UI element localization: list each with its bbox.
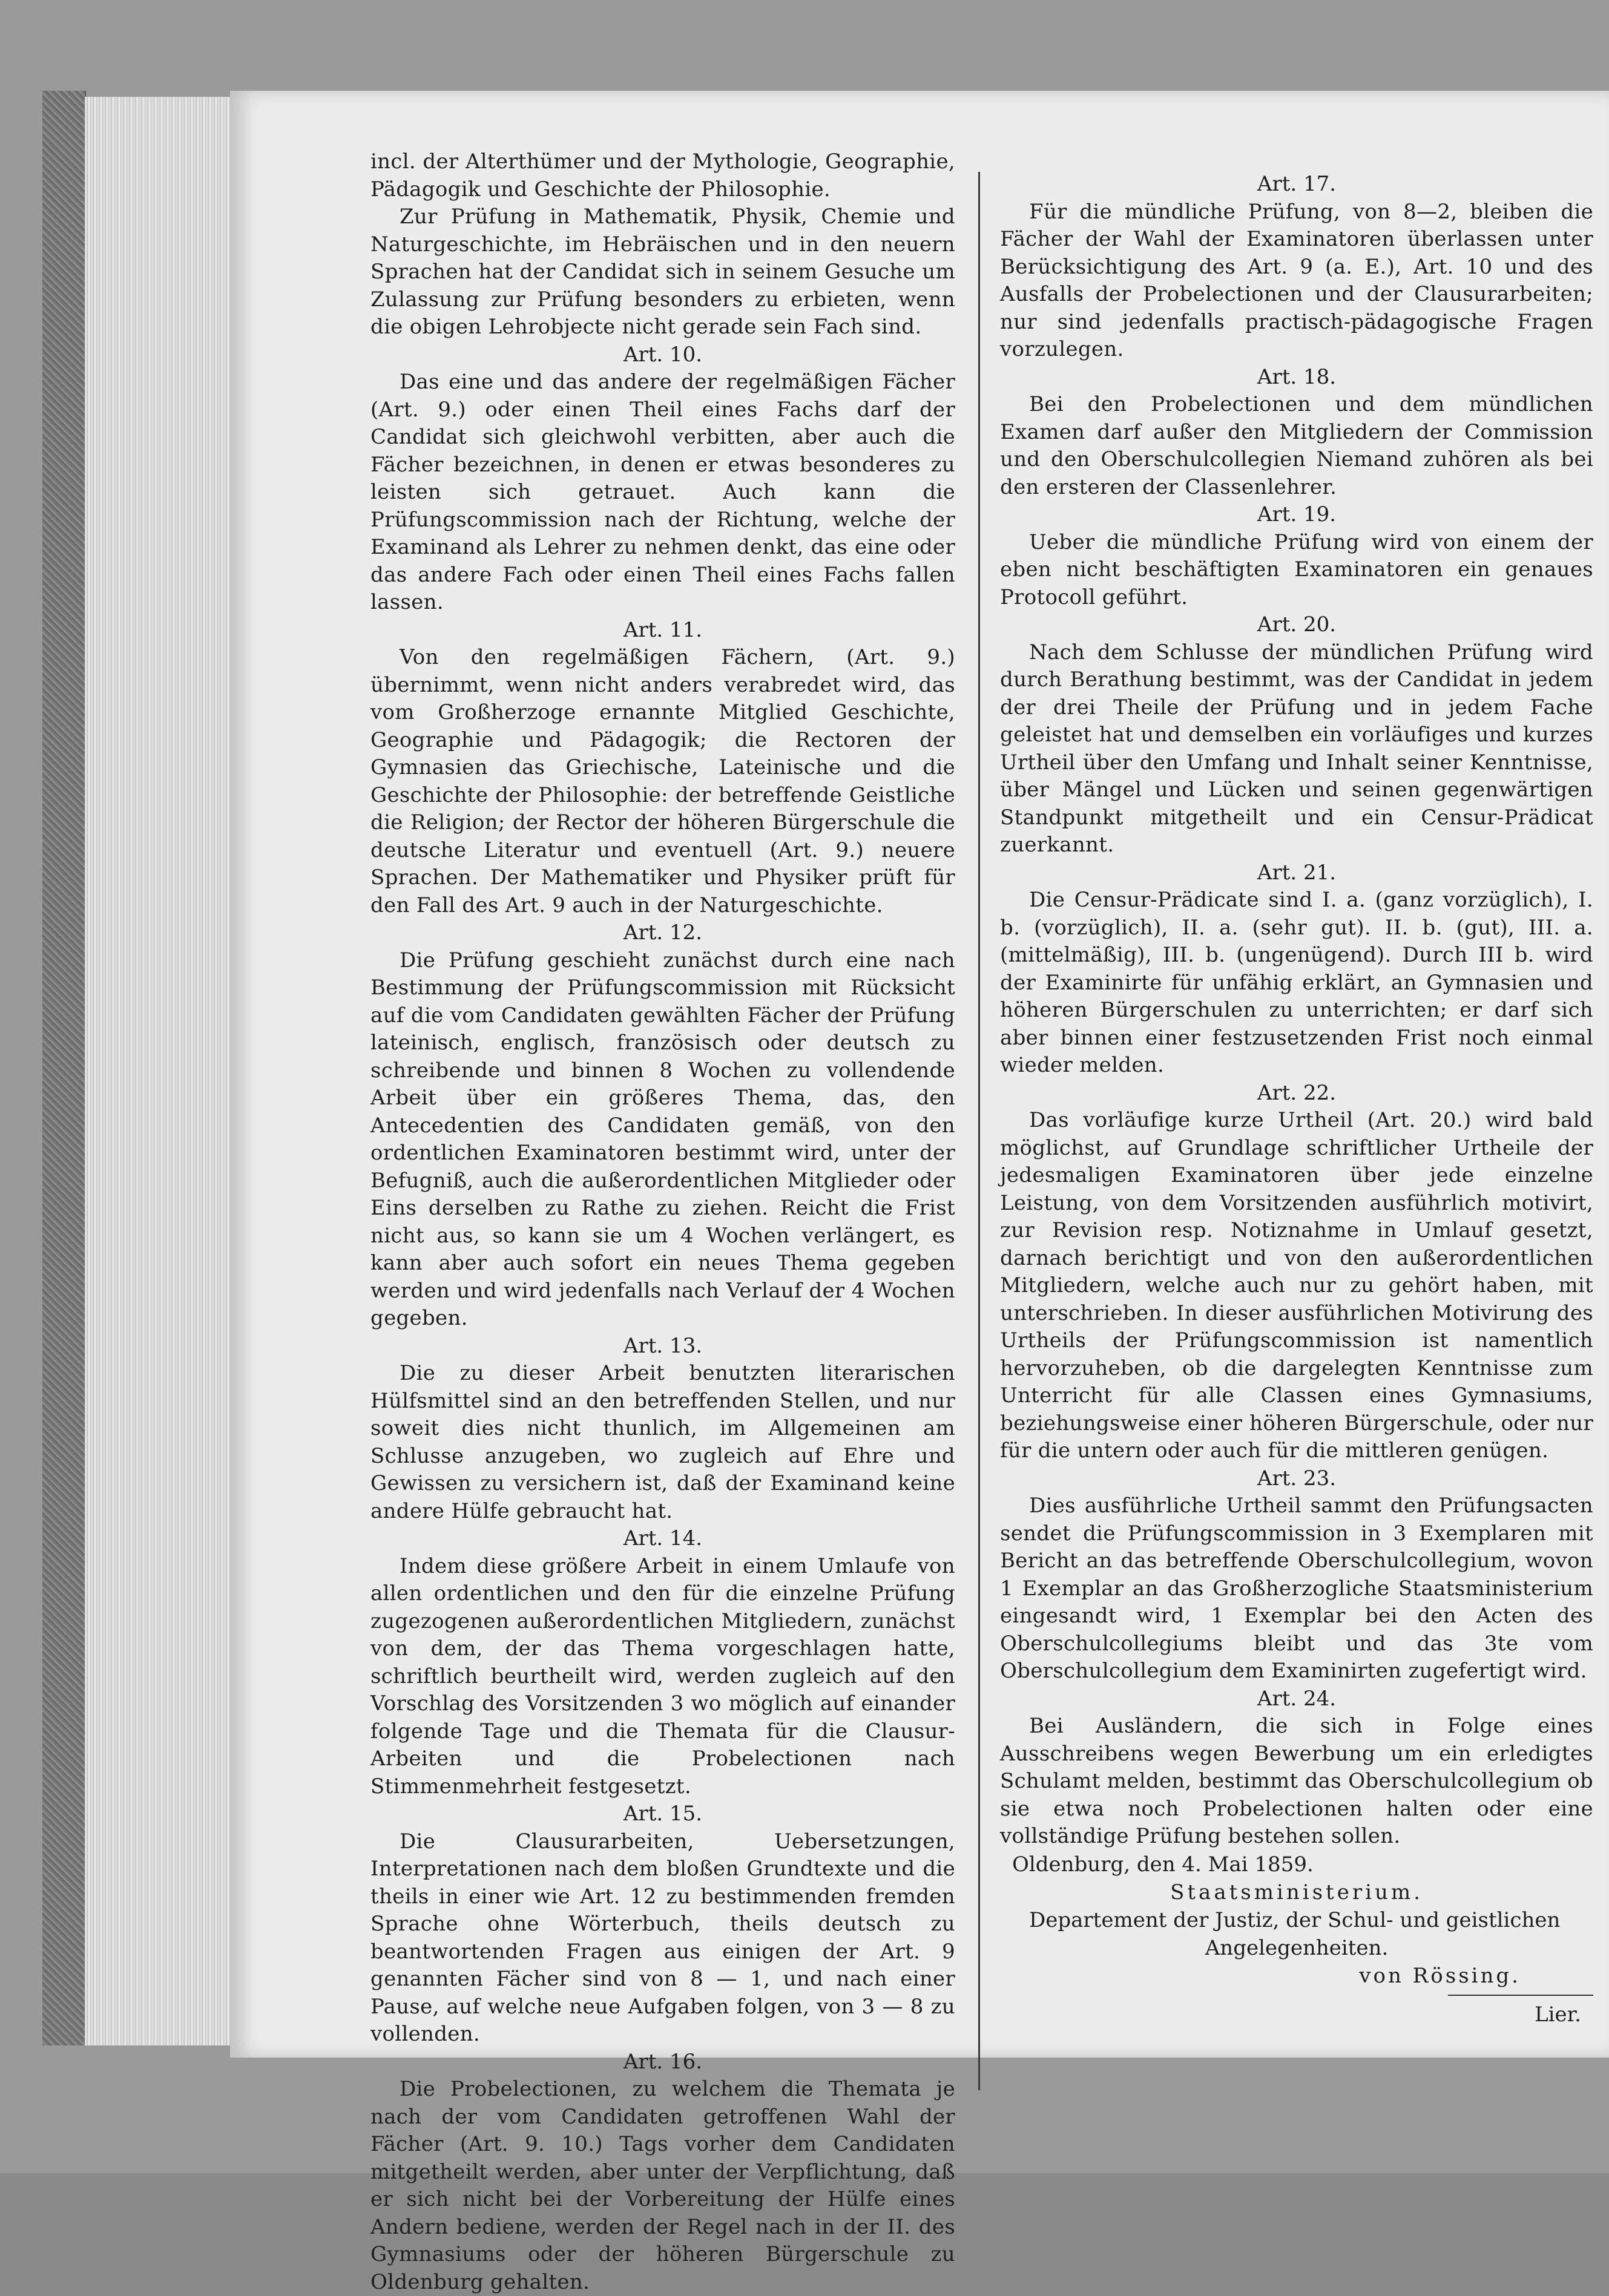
article-heading: Art. 18. [1257, 364, 1337, 389]
paragraph: Von den regelmäßigen Fächern, (Art. 9.) übernimmt, wenn nicht anders verabredet wird, das vom Großherzoge ernannte Mitglied Geschichte, Geographie und Pädagogik; die Rectoren der Gymnasien das Griechische, Lateinische und die Geschichte der Philosophie: der betreffende Geistliche die Religion; der Rector der höheren Bürgerschule die deutsche Literatur und eventuell (Art. 9.) neuere Sprachen. Der Mathematiker und Physiker prüft für den Fall des Art. 9 auch in der Naturgeschichte. [370, 645, 955, 917]
article-heading: Art. 16. [623, 2049, 703, 2074]
paragraph: Zur Prüfung in Mathematik, Physik, Chemie und Naturgeschichte, im Hebräischen und in den neuern Sprachen hat der Candidat sich in seinem Gesuche um Zulassung zur Prüfung besonders zu erbieten, wenn die obigen Lehrobjecte nicht gerade sein Fach sind. [370, 205, 955, 339]
place-date: Oldenburg, den 4. Mai 1859. [1012, 1852, 1314, 1877]
right-column-body [1000, 171, 1593, 1851]
paragraph: Indem diese größere Arbeit in einem Umlaufe von allen ordentlichen und den für die einzelne Prüfung zugezogenen außerordentlichen Mitgliedern, zunächst von dem, der das Thema vorgeschlagen hatte, schriftlich beurtheilt wird, werden zugleich auf den Vorschlag des Vorsitzenden 3 wo möglich auf einander folgende Tage und die Themata für die Clausur-Arbeiten und die Probelectionen nach Stimmenmehrheit festgesetzt. [370, 1553, 955, 1799]
paragraph: Nach dem Schlusse der mündlichen Prüfung wird durch Berathung bestimmt, was der Candidat in jedem der drei Theile der Prüfung und in jedem Fache geleistet hat und demselben ein vorläufiges und kurzes Urtheil über den Umfang und Inhalt seiner Kenntnisse, über Mängel und Lücken und seinen gegenwärtigen Standpunkt mitgetheilt und ein Censur-Prädicat zuerkannt. [1000, 640, 1593, 857]
article-heading: Art. 10. [623, 342, 703, 367]
article-heading: Art. 21. [1257, 860, 1337, 885]
article-heading: Art. 24. [1257, 1686, 1337, 1711]
article-heading: Art. 20. [1257, 612, 1337, 637]
column-divider [978, 172, 980, 2090]
signature-rule [1448, 1995, 1593, 1996]
article-heading: Art. 19. [1257, 502, 1337, 526]
ministry-name: Staatsministerium. [1170, 1880, 1423, 1904]
department-line-1: Departement der Justiz, der Schul- und geistlichen [1029, 1907, 1561, 1932]
right-column [1000, 171, 1593, 2029]
paragraph: Dies ausführliche Urtheil sammt den Prüfungsacten sendet die Prüfungscommission in 3 Exemplaren mit Bericht an das betreffende Oberschulcollegium, wovon 1 Exemplar an das Großherzogliche Staatsministerium eingesandt wird, 1 Exemplar bei den Acten des Oberschulcollegiums bleibt und das 3te vom Oberschulcollegium dem Examinirten zugefertigt wird. [1000, 1494, 1593, 1683]
article-heading: Art. 15. [623, 1802, 703, 1826]
article-heading: Art. 11. [623, 617, 703, 642]
left-column [370, 148, 955, 2296]
department-line-2: Angelegenheiten. [1205, 1935, 1389, 1960]
book-cover-edge [42, 91, 86, 2045]
paragraph: Bei den Probelectionen und dem mündlichen Examen darf außer den Mitgliedern der Commission und den Oberschulcollegien Niemand zuhören als bei den ersteren der Classenlehrer. [1000, 392, 1593, 499]
signature-von-roessing: von Rössing. [1359, 1963, 1521, 1988]
paragraph: Die zu dieser Arbeit benutzten literarischen Hülfsmittel sind an den betreffenden Stellen, und nur soweit dies nicht thunlich, im Allgemeinen am Schlusse anzugeben, wo zugleich auf Ehre und Gewissen zu versichern ist, daß der Examinand keine andere Hülfe gebraucht hat. [370, 1361, 955, 1523]
article-heading: Art. 13. [623, 1333, 703, 1358]
article-heading: Art. 23. [1257, 1466, 1337, 1491]
closing-block [1000, 1851, 1593, 2029]
paragraph: Die Prüfung geschieht zunächst durch eine nach Bestimmung der Prüfungscommission mit Rücksicht auf die vom Candidaten gewählten Fächer der Prüfung lateinisch, englisch, französisch oder deutsch zu schreibende und binnen 8 Wochen zu vollendende Arbeit über ein größeres Thema, das, den Antecedentien des Candidaten gemäß, von den ordentlichen Examinatoren bestimmt wird, unter der Befugniß, auch die außerordentlichen Mitglieder oder Eins derselben zu Rathe zu ziehen. Reicht die Frist nicht aus, so kann sie um 4 Wochen verlängert, es kann aber auch sofort ein neues Thema gegeben werden und wird jedenfalls nach Verlauf der 4 Wochen gegeben. [370, 948, 955, 1330]
article-heading: Art. 14. [623, 1526, 703, 1550]
paragraph: Das vorläufige kurze Urtheil (Art. 20.) wird bald möglichst, auf Grundlage schriftlicher Urtheile der jedesmaligen Examinatoren über jede einzelne Leistung, von dem Vorsitzenden ausführlich motivirt, zur Revision resp. Notiznahme in Umlauf gesetzt, darnach berichtigt und von den außerordentlichen Mitgliedern, welche auch nur zu gehört haben, mit unterschrieben. In dieser ausführlichen Motivirung des Urtheils der Prüfungscommission ist namentlich hervorzuheben, ob die dargelegten Kenntnisse zum Unterricht für alle Classen eines Gymnasiums, beziehungsweise einer höheren Bürgerschule, oder nur für die untern oder auch für die mittleren genügen. [1000, 1108, 1593, 1463]
paragraph: incl. der Alterthümer und der Mythologie, Geographie, Pädagogik und Geschichte der Philosophie. [370, 149, 955, 202]
paragraph: Die Probelectionen, zu welchem die Themata je nach der vom Candidaten getroffenen Wahl der Fächer (Art. 9. 10.) Tags vorher dem Candidaten mitgetheilt werden, aber unter der Verpflichtung, daß er sich nicht bei der Vorbereitung der Hülfe eines Andern bediene, werden der Regel nach in der II. des Gymnasiums oder der höheren Bürgerschule zu Oldenburg gehalten. [370, 2077, 955, 2294]
signature-lier: Lier. [1535, 2002, 1581, 2027]
paragraph: Die Clausurarbeiten, Uebersetzungen, Interpretationen nach dem bloßen Grundtexte und die theils in einer wie Art. 12 zu bestimmenden fremden Sprache ohne Wörterbuch, theils deutsch zu beantwortenden Fragen aus einigen der Art. 9 genannten Fächer sind von 8 — 1, und nach einer Pause, auf welche neue Aufgaben folgen, von 3 — 8 zu vollenden. [370, 1829, 955, 2046]
page-edges [85, 97, 230, 2045]
article-heading: Art. 12. [623, 920, 703, 945]
article-heading: Art. 22. [1257, 1080, 1337, 1105]
paragraph: Für die mündliche Prüfung, von 8—2, bleiben die Fächer der Wahl der Examinatoren überlassen unter Berücksichtigung des Art. 9 (a. E.), Art. 10 und des Ausfalls der Probelectionen und der Clausurarbeiten; nur sind jedenfalls practisch-pädagogische Fragen vorzulegen. [1000, 199, 1593, 361]
paragraph: Bei Ausländern, die sich in Folge eines Ausschreibens wegen Bewerbung um ein erledigtes Schulamt melden, bestimmt das Oberschulcollegium ob sie etwa noch Probelectionen halten oder eine vollständige Prüfung bestehen sollen. [1000, 1714, 1593, 1848]
article-heading: Art. 17. [1257, 172, 1337, 196]
paragraph: Das eine und das andere der regelmäßigen Fächer (Art. 9.) oder einen Theil eines Fachs darf der Candidat sich gleichwohl verbitten, aber auch die Fächer bezeichnen, in denen er etwas besonderes zu leisten sich getrauet. Auch kann die Prüfungscommission nach der Richtung, welche der Examinand als Lehrer zu nehmen denkt, das eine oder das andere Fach oder einen Theil eines Fachs fallen lassen. [370, 370, 955, 614]
paragraph: Ueber die mündliche Prüfung wird von einem der eben nicht beschäftigten Examinatoren ein genaues Protocoll geführt. [1000, 530, 1593, 609]
paragraph: Die Censur-Prädicate sind I. a. (ganz vorzüglich), I. b. (vorzüglich), II. a. (sehr gut). II. b. (gut), III. a. (mittelmäßig), III. b. (ungenügend). Durch III b. wird der Examinirte für unfähig erklärt, an Gymnasien und höheren Bürgerschulen zu unterrichten; er darf sich aber binnen einer festzusetzenden Frist noch einmal wieder melden. [1000, 888, 1593, 1077]
